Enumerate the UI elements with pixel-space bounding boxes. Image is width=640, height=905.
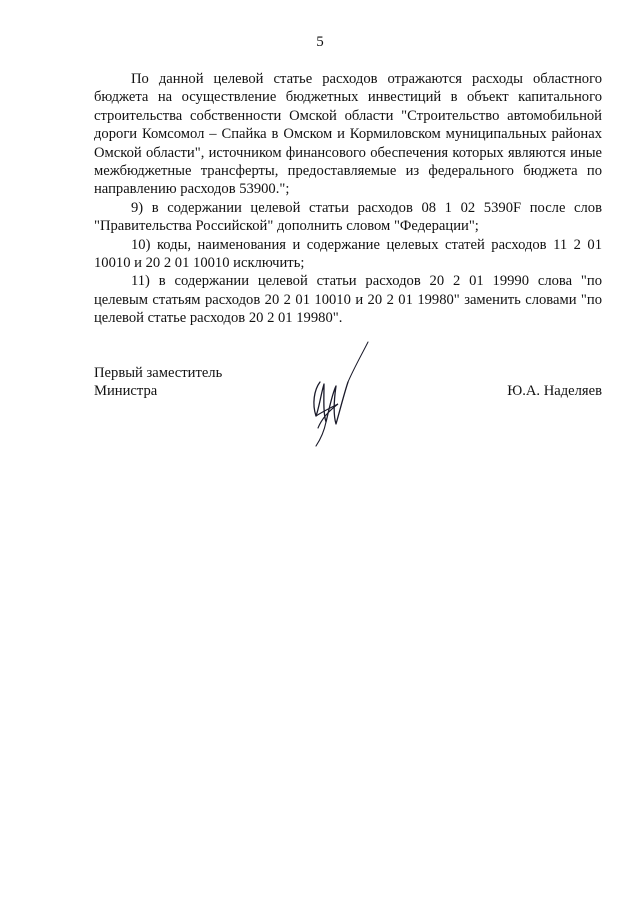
paragraph-budget-investment: По данной целевой статье расходов отражаются расходы областного бюджета на осуществление бюджетных инвестиций в объект капитального строительства собственности Омской области "Строительство автомобильной дороги Комсомол – Спайка в Омском и Кормиловском муниципальных районах Омской области", источником финансового обеспечения которых являются иные межбюджетные трансферты, предоставляемые из федерального бюджета по направлению расходов 53900."; [94,71,602,198]
signature-stroke-tail [316,422,326,446]
page-number: 5 [316,34,324,50]
paragraph-item-10: 10) коды, наименования и содержание целевых статей расходов 11 2 01 10010 и 20 2 01 10010 исключить; [94,236,602,272]
signer-position-line2: Министра [94,383,158,400]
signer-position-line1: Первый заместитель [94,365,223,381]
signature-stroke-main [314,382,348,424]
document-body [94,70,602,328]
paragraph-item-9: 9) в содержании целевой статьи расходов 08 1 02 5390F после слов "Правительства Российской" дополнить словом "Федерации"; [94,199,602,235]
paragraph-item-11: 11) в содержании целевой статьи расходов 20 2 01 19990 слова "по целевым статьям расходов 20 2 01 10010 и 20 2 01 19980" заменить словами "по целевой статье расходов 20 2 01 19980". [94,273,602,327]
handwritten-signature [296,338,376,450]
signer-name: Ю.А. Наделяев [507,383,602,399]
signature-stroke-flourish [348,342,368,382]
signer-position [94,364,222,401]
